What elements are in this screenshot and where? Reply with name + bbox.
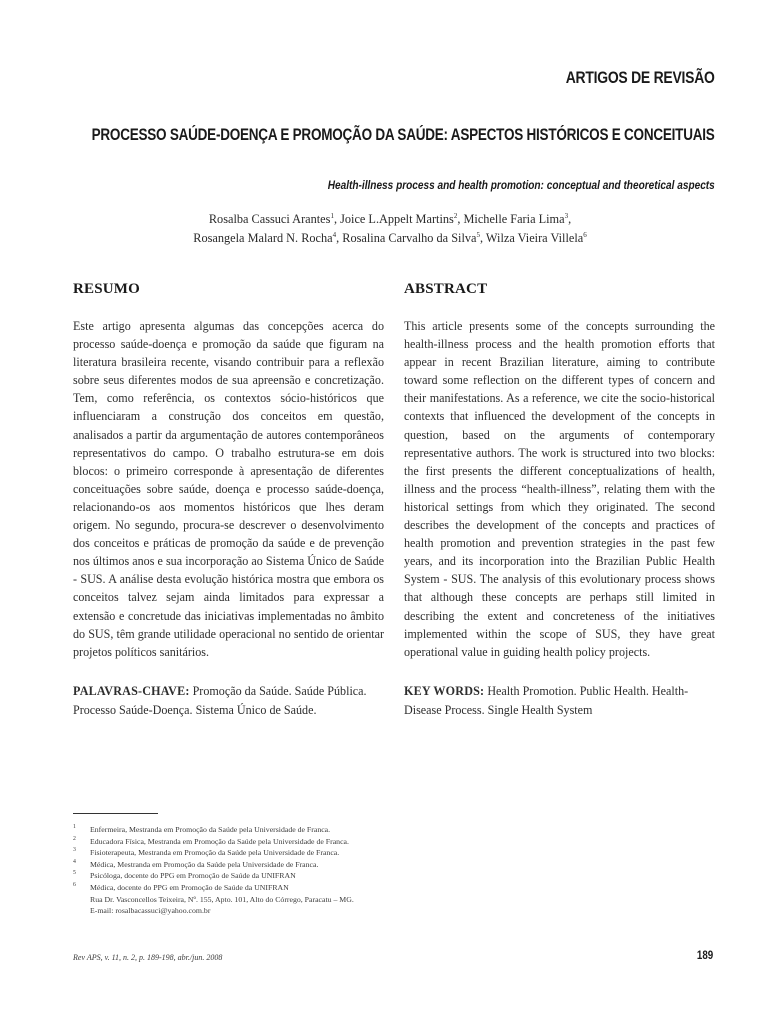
author-separator: ,	[479, 231, 486, 245]
footnote	[73, 870, 493, 882]
footnote-number: 2	[73, 835, 76, 842]
footnote-number: 3	[73, 847, 76, 854]
resumo-text: Este artigo apresenta algumas das concepções acerca do processo saúde-doença e promoção da saúde que figuram na literatura brasileira recente, visando contribuir para a reflexão sobre seus diferentes modos de sua apreensão e concretização. Tem, como referência, os contextos sócio-históricos que influenciaram a construção dos conceitos em questão, analisados a partir da argumentação de autores contemporâneos representativos do campo. O trabalho estrutura-se em dois blocos: o primeiro corresponde à apresentação de diferentes conceituações sobre saúde, doença e processo saúde-doença, relacionando-os aos momentos históricos que lhes deram origem. No segundo, procura-se descrever o desenvolvimento dos conceitos e práticas de promoção da saúde e de prevenção nos últimos anos e sua incorporação ao Sistema Único de Saúde - SUS. A análise desta evolução histórica mostra que embora os conceitos talvez sejam ainda limitados para expressar a extensão e concretude das iniciativas implementadas no âmbito do SUS, têm grande utilidade operacional no sentido de orientar projetos políticos sanitários.	[73, 319, 384, 659]
footnote	[73, 882, 493, 894]
affiliation-marker: 5	[476, 230, 480, 239]
resumo-heading: RESUMO	[73, 281, 141, 297]
author-name: Wilza Vieira Villela	[485, 231, 584, 245]
abstract-text: This article presents some of the concepts surrounding the health-illness process and the health promotion efforts that appear in recent Brazilian literature, aiming to contribute toward some reflection on the different types of concern and their manifestations. As a reference, we cite the socio-historical contexts that influenced the development of the concepts in question, based on the arguments of contemporary representative authors. The work is structured into two blocks: the first presents the different conceptualizations of health, illness and the process “health-illness”, relating them with the historical settings from which they originated. The second describes the development of the concepts and practices of health promotion and prevention strategies in the past few years, and its incorporation into the Brazilian Public Health System - SUS. The analysis of this evolutionary process shows that although these concepts are perhaps still limited in describing the extent and concreteness of the initiatives implemented within the scope of SUS, they have great operational value in guiding health policy projects.	[404, 319, 715, 659]
page-number: 189	[696, 950, 713, 962]
abstract-keywords	[404, 682, 715, 720]
footnote-text: Enfermeira, Mestranda em Promoção da Saúde pela Universidade de Franca.	[90, 825, 331, 834]
author-name: Michelle Faria Lima	[463, 212, 565, 226]
footnote	[73, 859, 493, 871]
footnote-text: Fisioterapeuta, Mestranda em Promoção da Saúde pela Universidade de Franca.	[90, 848, 340, 858]
affiliation-marker: 6	[583, 230, 587, 239]
footnote	[73, 836, 493, 848]
author-separator: ,	[457, 212, 464, 226]
footnote-text: Médica, docente do PPG em Promoção de Saúde da UNIFRAN	[90, 882, 289, 892]
footnote-text: Educadora Física, Mestranda em Promoção da Saúde pela Universidade de Franca.	[90, 836, 349, 846]
affiliation-marker: 3	[564, 211, 569, 220]
author-name: Rosalina Carvalho da Silva	[342, 231, 477, 245]
author-name: Rosangela Malard N. Rocha	[193, 231, 333, 245]
author-line	[160, 229, 620, 248]
keywords-list: Health Promotion. Public Health. Health-Disease Process. Single Health System	[404, 684, 689, 717]
footnotes	[73, 824, 493, 917]
affiliation-marker: 1	[330, 211, 334, 220]
footnote-text: Médica, Mestranda em Promoção da Saúde pela Universidade de Franca.	[90, 859, 319, 869]
author-list	[160, 210, 620, 248]
author-separator: ,	[336, 231, 343, 245]
contact-address: Rua Dr. Vasconcellos Teixeira, Nº. 155, Apto. 101, Alto do Córrego, Paracatu – MG.	[90, 894, 354, 904]
keywords-label: PALAVRAS-CHAVE:	[73, 684, 190, 698]
keywords-list: Promoção da Saúde. Saúde Pública. Processo Saúde-Doença. Sistema Único de Saúde.	[73, 684, 367, 717]
footnote	[73, 824, 493, 836]
article-title: PROCESSO SAÚDE-DOENÇA E PROMOÇÃO DA SAÚDE: ASPECTOS HISTÓRICOS E CONCEITUAIS	[92, 125, 715, 144]
article-subtitle: Health-illness process and health promotion: conceptual and theoretical aspects	[327, 178, 715, 192]
affiliation-marker: 4	[332, 230, 337, 239]
contact-email: E-mail: rosalbacassuci@yahoo.com.br	[90, 906, 211, 916]
keywords-label: KEY WORDS:	[404, 684, 485, 698]
footnote	[73, 847, 493, 859]
abstract-heading: ABSTRACT	[404, 281, 488, 297]
journal-citation: Rev APS, v. 11, n. 2, p. 189-198, abr./jun. 2008	[73, 953, 223, 962]
footnote-number: 6	[73, 881, 76, 888]
section-label: ARTIGOS DE REVISÃO	[566, 68, 715, 87]
resumo-keywords	[73, 682, 384, 720]
footnote-number: 4	[73, 858, 76, 865]
author-name: Rosalba Cassuci Arantes	[208, 212, 331, 226]
affiliation-marker: 2	[453, 211, 458, 220]
author-name: Joice L.Appelt Martins	[340, 212, 454, 226]
footnote-text: Psicóloga, docente do PPG em Promoção de Saúde da UNIFRAN	[90, 871, 296, 881]
footnote-number: 5	[73, 870, 76, 877]
footnote-number: 1	[73, 824, 76, 830]
author-separator: ,	[568, 212, 572, 226]
author-separator: ,	[333, 212, 341, 226]
author-line	[160, 210, 620, 229]
footnote-divider	[73, 813, 158, 814]
